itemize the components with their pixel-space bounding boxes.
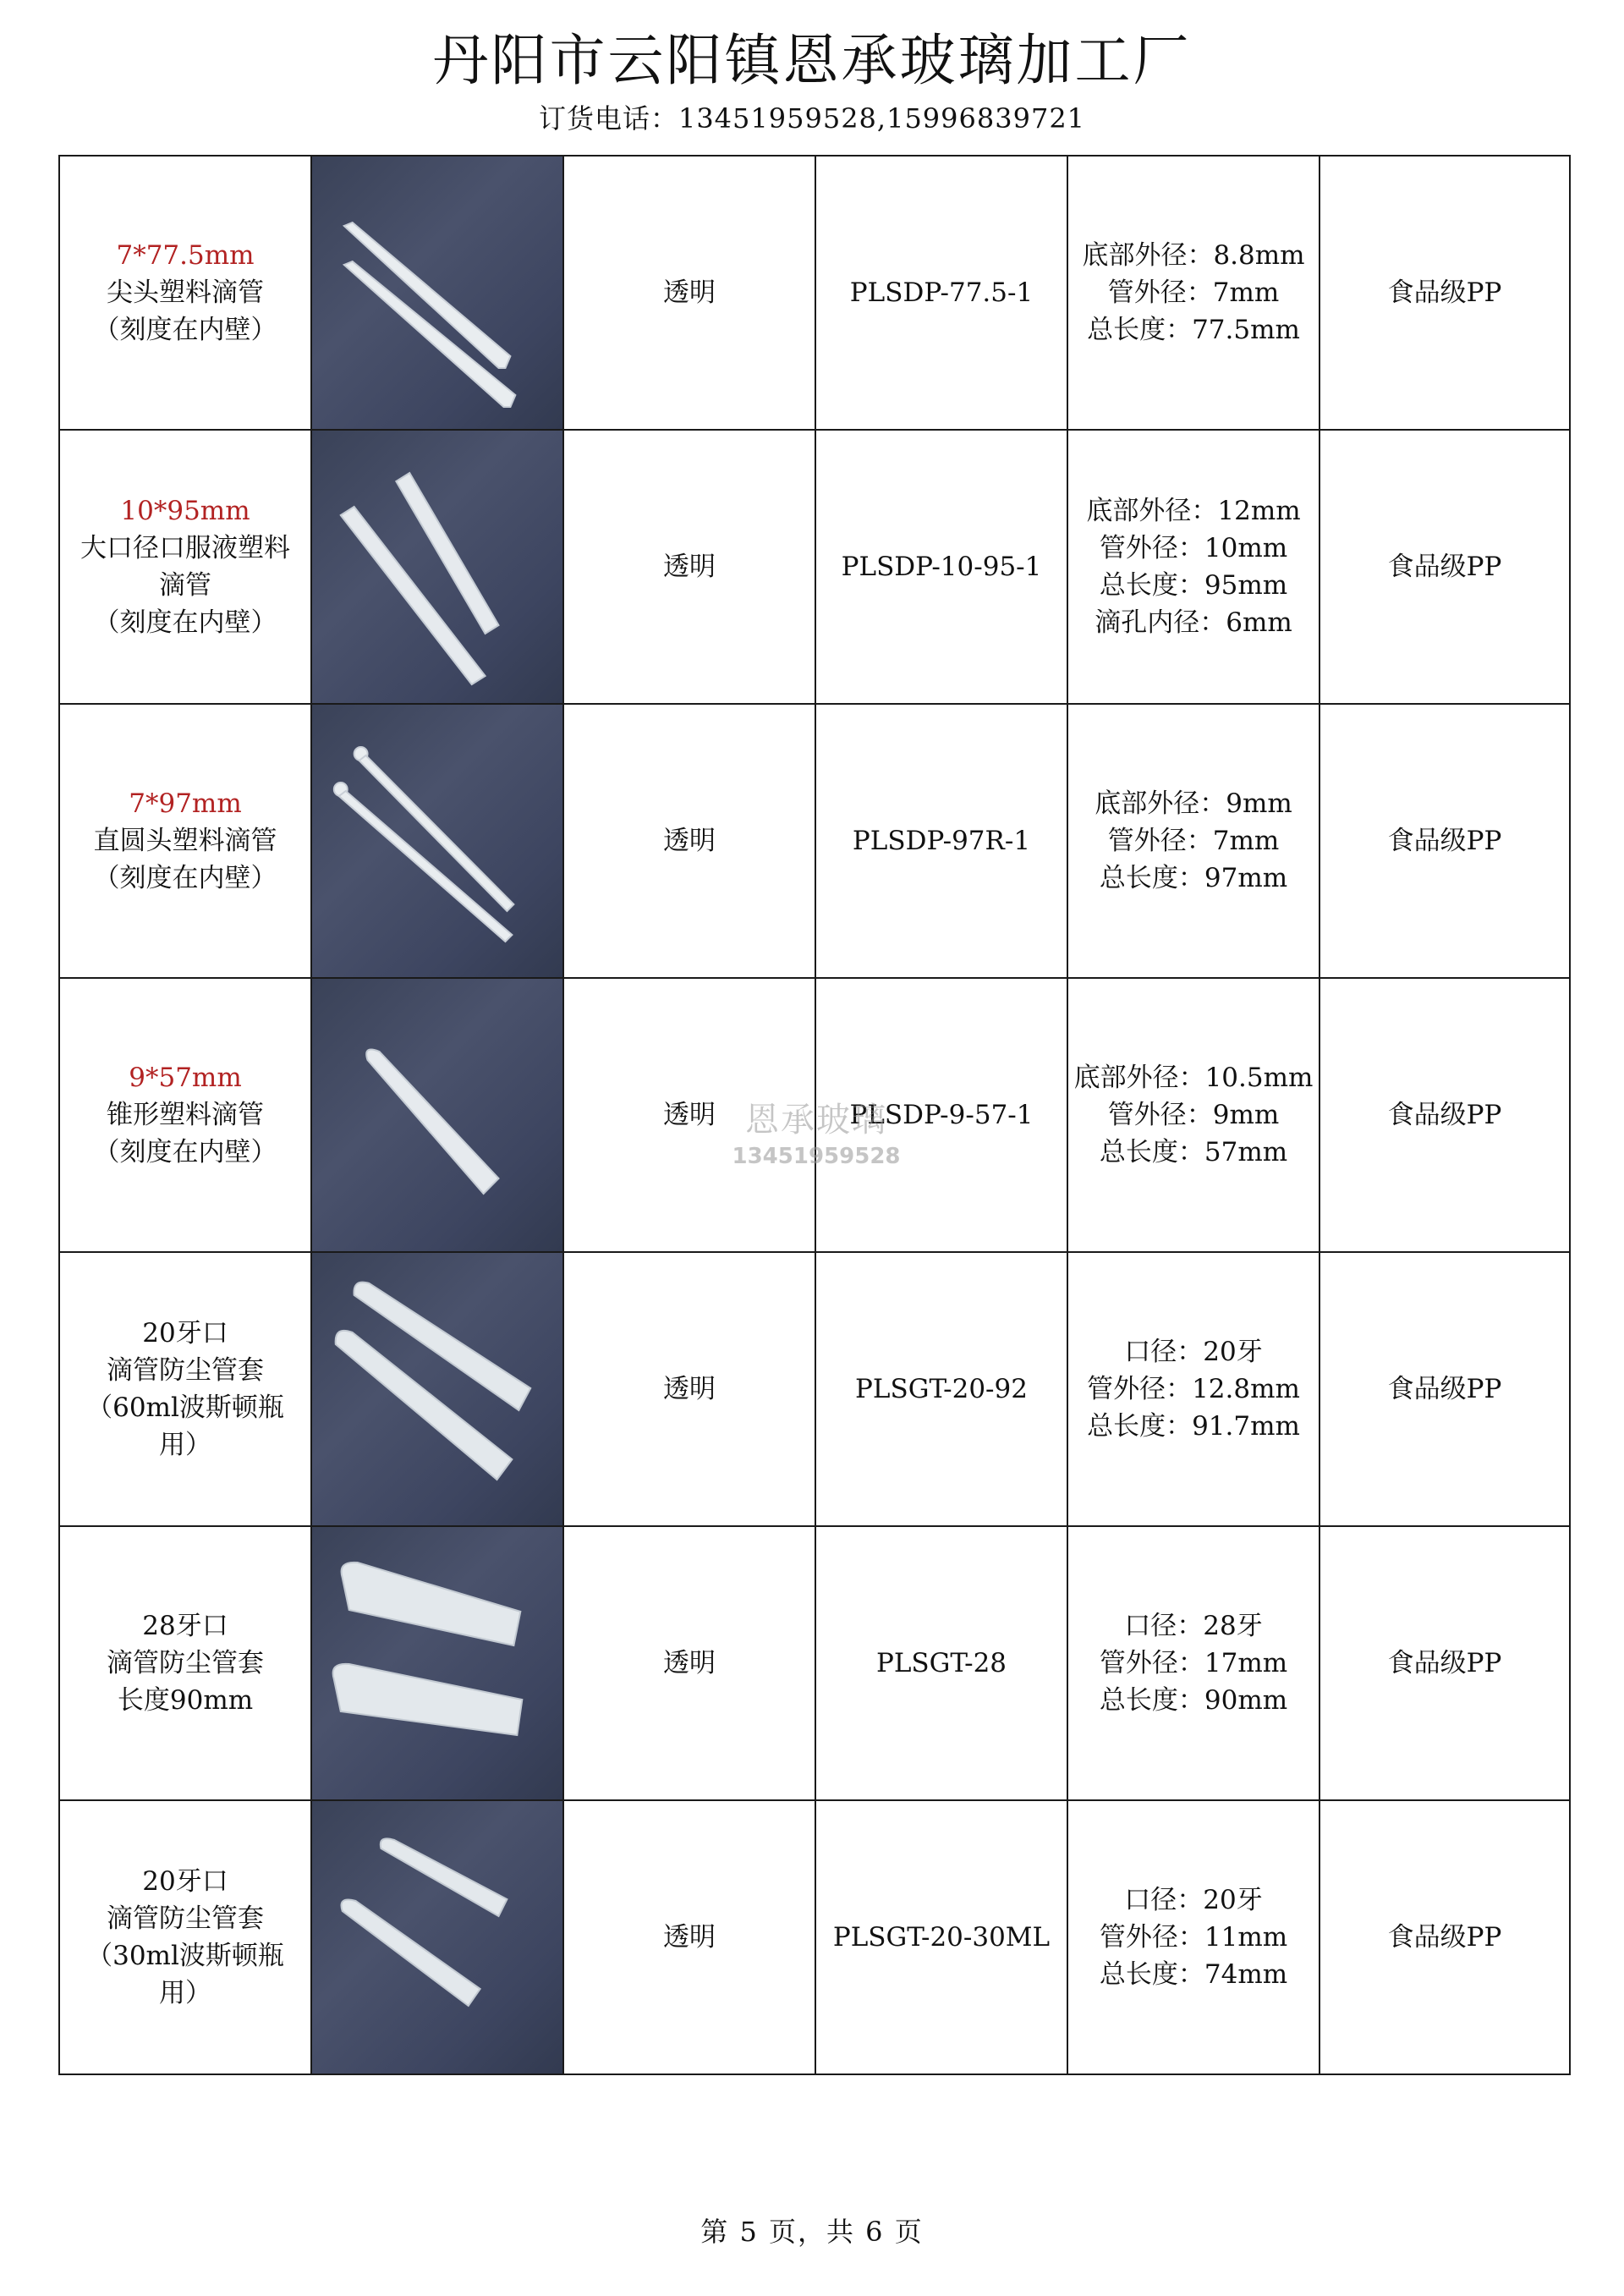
product-name-line: 锥形塑料滴管 (107, 1100, 264, 1130)
material-cell: 食品级PP (1320, 1526, 1570, 1800)
product-name-cell (59, 704, 311, 978)
table-row (59, 430, 1570, 704)
product-photo (311, 430, 563, 704)
product-name-cell (59, 430, 311, 704)
spec-line: 底部外径：9mm (1095, 788, 1292, 819)
material-cell: 食品级PP (1320, 1800, 1570, 2074)
model-cell: PLSDP-77.5-1 (815, 156, 1067, 430)
product-photo (311, 1526, 563, 1800)
product-name-line: 滴管防尘管套 (107, 1648, 264, 1678)
material-cell: 食品级PP (1320, 430, 1570, 704)
watermark-name: 恩承玻璃 (745, 1101, 887, 1140)
product-photo (311, 1252, 563, 1526)
table-row (59, 1800, 1570, 2074)
specs-cell (1067, 978, 1320, 1252)
material-cell: 食品级PP (1320, 978, 1570, 1252)
spec-line: 管外径：9mm (1107, 1100, 1280, 1130)
product-size: 10*95mm (120, 496, 250, 526)
product-name-cell (59, 1800, 311, 2074)
spec-line: 口径：28牙 (1124, 1611, 1263, 1641)
product-name-line: 28牙口 (142, 1611, 228, 1641)
spec-line: 总长度：97mm (1099, 863, 1288, 893)
product-name-line: （60ml波斯顿瓶 (86, 1392, 284, 1423)
product-photo (311, 156, 563, 430)
spec-line: 总长度：77.5mm (1087, 315, 1300, 345)
spec-line: 滴孔内径：6mm (1095, 607, 1292, 638)
product-size: 7*77.5mm (116, 240, 255, 271)
table-row (59, 156, 1570, 430)
model-cell: PLSGT-28 (815, 1526, 1067, 1800)
product-name-line: （刻度在内壁） (93, 1137, 277, 1167)
spec-line: 管外径：12.8mm (1087, 1374, 1300, 1404)
watermark (732, 1098, 901, 1171)
color-cell: 透明 (563, 156, 815, 430)
product-name-line: （刻度在内壁） (93, 315, 277, 345)
spec-line: 总长度：57mm (1099, 1137, 1288, 1167)
dust-cover-photo-icon (312, 1253, 562, 1525)
product-name-line: （刻度在内壁） (93, 863, 277, 893)
dropper-photo-icon (312, 157, 562, 429)
spec-line: 管外径：10mm (1099, 533, 1288, 563)
spec-line: 总长度：74mm (1099, 1959, 1288, 1990)
page-number: 第 5 页，共 6 页 (700, 2216, 924, 2248)
color-cell: 透明 (563, 1526, 815, 1800)
color-cell: 透明 (563, 1800, 815, 2074)
product-name-line: 20牙口 (142, 1318, 228, 1348)
product-photo (311, 704, 563, 978)
product-name-line: 20牙口 (142, 1866, 228, 1897)
product-name-line: （刻度在内壁） (93, 607, 277, 638)
product-photo (311, 1800, 563, 2074)
color-cell: 透明 (563, 704, 815, 978)
color-cell: 透明 (563, 978, 815, 1252)
spec-line: 底部外径：12mm (1086, 496, 1301, 526)
page-title: 丹阳市云阳镇恩承玻璃加工厂 (432, 28, 1192, 93)
spec-line: 口径：20牙 (1124, 1337, 1263, 1367)
spec-line: 管外径：17mm (1099, 1648, 1288, 1678)
specs-cell (1067, 156, 1320, 430)
product-name-line: 用） (159, 1430, 211, 1460)
table-row (59, 1252, 1570, 1526)
product-name-line: 直圆头塑料滴管 (93, 826, 277, 856)
product-photo (311, 978, 563, 1252)
product-name-line: 大口径口服液塑料 (80, 533, 290, 563)
spec-line: 口径：20牙 (1124, 1885, 1263, 1915)
table-row (59, 704, 1570, 978)
product-name-line: 用） (159, 1978, 211, 2008)
product-size: 9*57mm (129, 1063, 242, 1093)
specs-cell (1067, 1252, 1320, 1526)
product-name-line: 长度90mm (117, 1685, 254, 1716)
model-cell: PLSDP-10-95-1 (815, 430, 1067, 704)
model-cell: PLSGT-20-92 (815, 1252, 1067, 1526)
spec-line: 总长度：95mm (1099, 570, 1288, 601)
specs-cell (1067, 1526, 1320, 1800)
specs-cell (1067, 430, 1320, 704)
model-cell: PLSGT-20-30ML (815, 1800, 1067, 2074)
spec-line: 总长度：90mm (1099, 1685, 1288, 1716)
dropper-photo-icon (312, 705, 562, 977)
material-cell: 食品级PP (1320, 704, 1570, 978)
material-cell: 食品级PP (1320, 156, 1570, 430)
product-name-cell (59, 1252, 311, 1526)
material-cell: 食品级PP (1320, 1252, 1570, 1526)
dropper-photo-icon (312, 431, 562, 703)
color-cell: 透明 (563, 1252, 815, 1526)
model-cell: PLSDP-97R-1 (815, 704, 1067, 978)
dropper-photo-icon (312, 979, 562, 1251)
order-phone: 订货电话：13451959528,15996839721 (538, 102, 1086, 135)
product-name-line: 尖头塑料滴管 (107, 277, 264, 308)
product-name-cell (59, 978, 311, 1252)
product-name-line: 滴管 (159, 570, 211, 601)
specs-cell (1067, 704, 1320, 978)
specs-cell (1067, 1800, 1320, 2074)
product-name-cell (59, 1526, 311, 1800)
product-size: 7*97mm (129, 788, 242, 819)
watermark-phone: 13451959528 (732, 1144, 901, 1169)
color-cell: 透明 (563, 430, 815, 704)
product-name-cell (59, 156, 311, 430)
table-row (59, 1526, 1570, 1800)
spec-line: 底部外径：8.8mm (1082, 240, 1305, 271)
product-name-line: 滴管防尘管套 (107, 1355, 264, 1386)
dust-cover-photo-icon (312, 1527, 562, 1799)
spec-line: 总长度：91.7mm (1087, 1411, 1300, 1442)
spec-line: 管外径：7mm (1107, 826, 1280, 856)
product-name-line: （30ml波斯顿瓶 (86, 1941, 284, 1971)
product-name-line: 滴管防尘管套 (107, 1903, 264, 1934)
dust-cover-photo-icon (312, 1801, 562, 2074)
model-cell: PLSDP-9-57-1 (815, 978, 1067, 1252)
spec-line: 管外径：11mm (1099, 1922, 1288, 1953)
spec-line: 管外径：7mm (1107, 277, 1280, 308)
spec-line: 底部外径：10.5mm (1073, 1063, 1314, 1093)
